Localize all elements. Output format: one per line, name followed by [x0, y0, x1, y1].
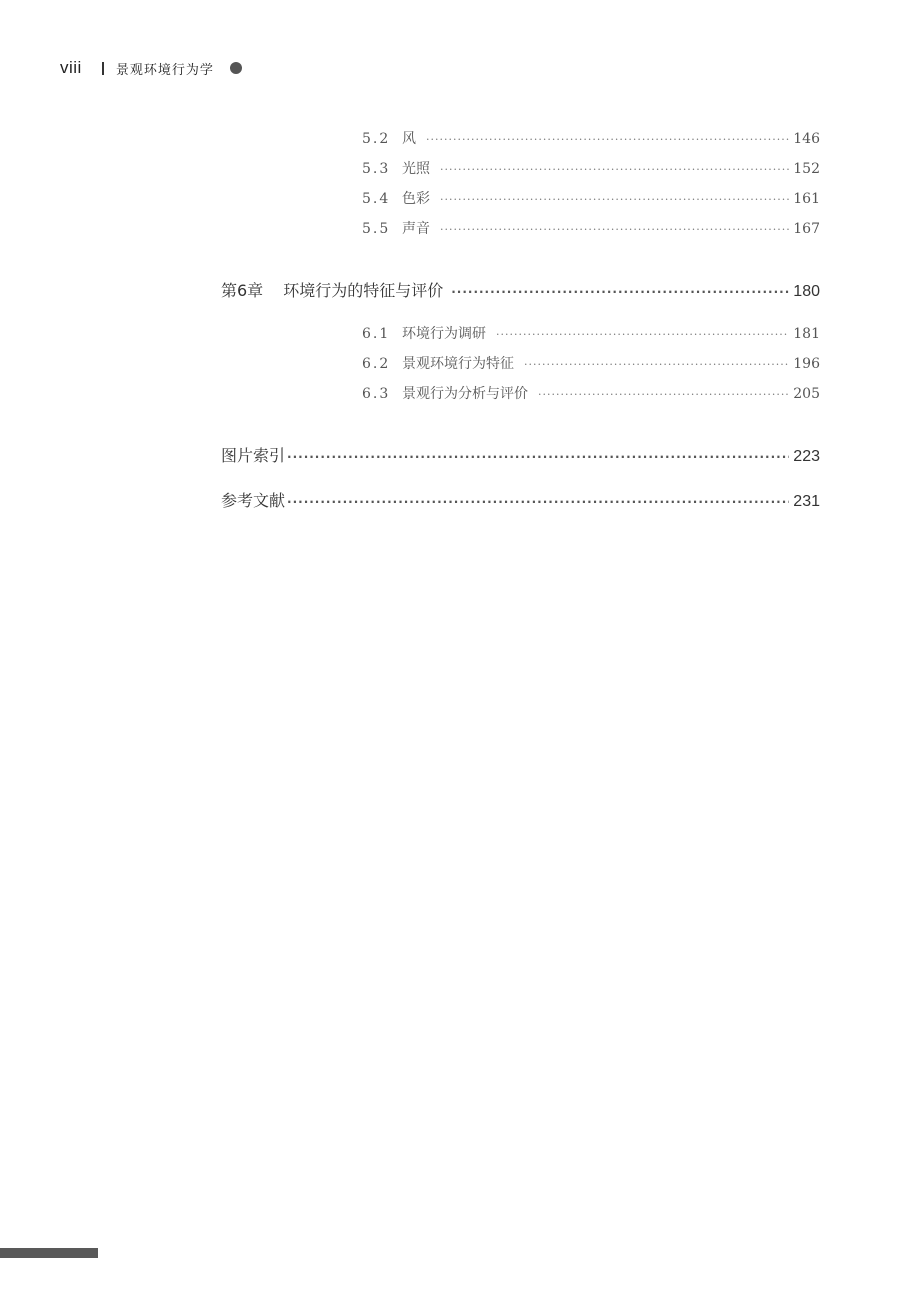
references-title: 参考文献: [221, 491, 286, 510]
dot-leader: [440, 223, 789, 236]
toc-entry-5-3[interactable]: [362, 158, 820, 178]
figure-index-page: 223: [793, 448, 820, 465]
section-page: 152: [793, 161, 820, 177]
dot-leader: [287, 450, 789, 464]
dot-leader: [451, 285, 789, 299]
page-number: viii: [60, 58, 82, 77]
section-title: 景观环境行为特征: [402, 356, 514, 372]
section-title: 色彩: [402, 191, 430, 207]
section-number: 6.2: [362, 356, 391, 372]
book-title: 景观环境行为学: [115, 62, 214, 78]
toc-entry-figure-index[interactable]: [221, 443, 820, 466]
section-page: 161: [793, 191, 820, 207]
dot-leader: [287, 495, 789, 509]
dot-leader: [426, 133, 789, 146]
dot-leader: [524, 358, 789, 371]
figure-index-title: 图片索引: [221, 446, 286, 465]
references-page: 231: [793, 493, 820, 510]
header-divider: [102, 62, 104, 75]
section-number: 5.3: [362, 161, 391, 177]
dot-leader: [496, 328, 789, 341]
section-number: 6.3: [362, 386, 391, 402]
section-number: 5.5: [362, 221, 391, 237]
chapter-title: 环境行为的特征与评价: [283, 281, 444, 300]
section-title: 光照: [402, 161, 430, 177]
section-number: 6.1: [362, 326, 391, 342]
toc-entry-6-3[interactable]: [362, 383, 820, 403]
toc-entry-6-1[interactable]: [362, 323, 820, 343]
toc-entry-5-4[interactable]: [362, 188, 820, 208]
dot-leader: [440, 193, 789, 206]
footer-bar: [0, 1248, 98, 1258]
section-page: 205: [793, 386, 820, 402]
dot-leader: [538, 388, 789, 401]
section-title: 风: [402, 131, 416, 147]
chapter-label: 第6章: [221, 281, 264, 300]
toc-entry-6-2[interactable]: [362, 353, 820, 373]
section-title: 环境行为调研: [402, 326, 486, 342]
running-header: [60, 56, 242, 80]
section-title: 声音: [402, 221, 430, 237]
section-page: 196: [793, 356, 820, 372]
header-dot-icon: [230, 62, 242, 74]
chapter-page: 180: [793, 283, 820, 300]
toc-entry-5-5[interactable]: [362, 218, 820, 238]
section-title: 景观行为分析与评价: [402, 386, 528, 402]
section-page: 181: [793, 326, 820, 342]
section-page: 146: [793, 131, 820, 147]
toc-entry-5-2[interactable]: [362, 128, 820, 148]
toc-entry-references[interactable]: [221, 488, 820, 511]
section-page: 167: [793, 221, 820, 237]
dot-leader: [440, 163, 789, 176]
section-number: 5.4: [362, 191, 391, 207]
section-number: 5.2: [362, 131, 391, 147]
toc-entry-chapter-6[interactable]: [221, 278, 820, 301]
